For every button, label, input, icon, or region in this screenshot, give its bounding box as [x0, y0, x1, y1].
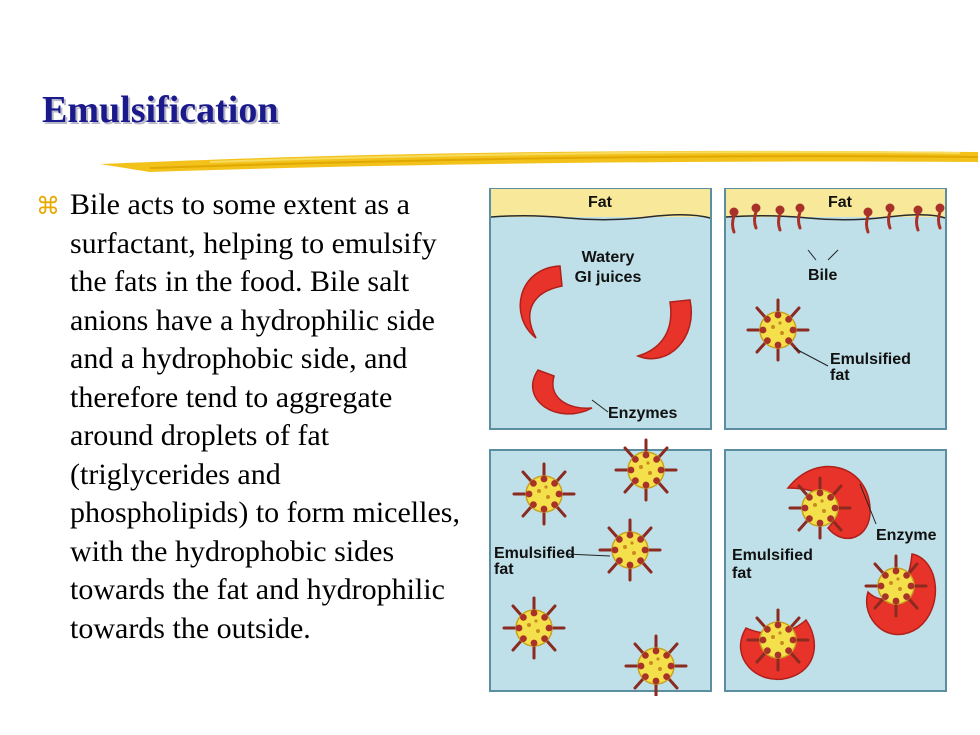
emulsified-fat-droplet — [504, 598, 564, 658]
panel-bile-action — [725, 188, 946, 429]
emulsified-fat-droplet — [866, 556, 926, 616]
emulsified-fat-droplet — [748, 610, 808, 670]
bullet-icon: ⌘ — [36, 192, 60, 220]
panel3-emulsified-label-line1: Emulsified — [494, 545, 575, 562]
panel1-fat-label: Fat — [588, 194, 612, 211]
emulsified-fat-droplet — [790, 478, 850, 538]
slide-title: Emulsification — [42, 89, 279, 131]
panel4-emulsified-label-line1: Emulsified — [732, 547, 813, 564]
panel-emulsified-droplets — [490, 440, 711, 696]
panel4-emulsified-label-line2: fat — [732, 565, 752, 582]
panel2-bile-label: Bile — [808, 267, 838, 284]
panel3-emulsified-label-line2: fat — [494, 561, 514, 578]
panel1-juices-label-line1: Watery — [581, 249, 635, 266]
panel-enzyme-digestion — [725, 450, 946, 691]
panel1-juices-label-line2: GI juices — [574, 269, 642, 286]
emulsified-fat-droplet — [616, 440, 676, 500]
panel1-enzymes-label: Enzymes — [608, 405, 678, 422]
emulsified-fat-droplet — [600, 520, 660, 580]
emulsification-figure — [488, 188, 948, 696]
panel-watery-gi-juices — [490, 188, 711, 429]
body-paragraph: Bile acts to some extent as a surfactant, helping to emulsify the fats in the food. Bile salt anions have a hydrophilic side and a hydrophobic side, and therefore tend to aggregate around droplets of fat (triglycerides and phospholipids) to form micelles, with the hydrophobic sides towards the fat and hydrophilic towards the outside. — [70, 188, 460, 645]
emulsified-fat-droplet — [514, 464, 574, 524]
bullet-block — [36, 186, 466, 648]
emulsified-fat-droplet — [626, 636, 686, 696]
title-underline-stroke — [90, 138, 980, 178]
panel2-emulsified-label-line2: fat — [830, 367, 850, 384]
panel2-fat-label: Fat — [828, 194, 852, 211]
panel4-enzyme-label: Enzyme — [876, 527, 937, 544]
panel2-emulsified-label-line1: Emulsified — [830, 351, 911, 368]
